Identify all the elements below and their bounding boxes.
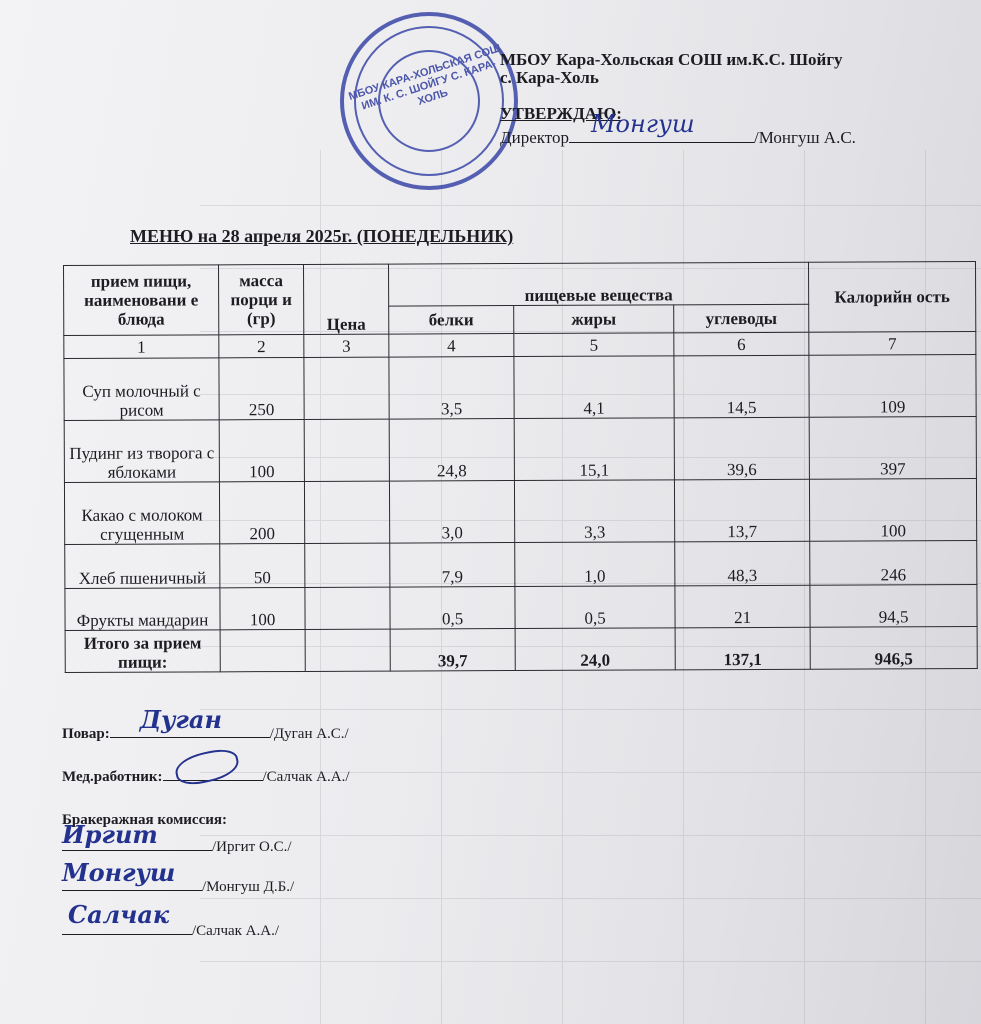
approval-heading: УТВЕРЖДАЮ: xyxy=(500,104,622,123)
dish-fat: 4,1 xyxy=(514,356,674,419)
table-row xyxy=(65,585,977,631)
header-calories: Калорийн ость xyxy=(809,262,976,333)
organization-location: с. Кара-Холь xyxy=(500,68,599,87)
dish-price xyxy=(304,481,389,543)
header-meal: прием пищи, наименовани е блюда xyxy=(64,265,219,336)
total-label: Итого за прием пищи: xyxy=(65,630,220,673)
total-calories: 946,5 xyxy=(810,627,977,670)
cook-line xyxy=(62,705,349,743)
medic-label: Мед.работник: xyxy=(62,769,163,785)
table-row xyxy=(65,541,977,589)
total-row xyxy=(65,627,977,673)
member2-name: /Монгуш Д.Б./ xyxy=(202,879,295,895)
cook-label: Повар: xyxy=(62,726,110,742)
dish-protein: 0,5 xyxy=(390,587,515,630)
dish-carbs: 13,7 xyxy=(674,479,809,542)
menu-title: МЕНЮ на 28 апреля 2025г. (ПОНЕДЕЛЬНИК) xyxy=(130,226,514,246)
table-row xyxy=(64,355,976,421)
dish-mass: 250 xyxy=(219,357,304,419)
index-cell: 7 xyxy=(809,332,976,356)
dish-fat: 0,5 xyxy=(515,586,675,629)
header-fat: жиры xyxy=(514,305,674,334)
member3-name: /Салчак А.А./ xyxy=(192,923,280,939)
total-empty xyxy=(305,629,390,671)
header-carbs: углеводы xyxy=(674,304,809,333)
dish-calories: 246 xyxy=(810,541,977,586)
dish-price xyxy=(304,357,389,419)
dish-protein: 7,9 xyxy=(390,543,515,588)
director-signature: Монгуш xyxy=(590,110,695,138)
dish-name: Хлеб пшеничный xyxy=(65,544,220,589)
dish-carbs: 48,3 xyxy=(675,541,810,586)
dish-protein: 3,5 xyxy=(389,357,514,420)
medic-signature-icon xyxy=(172,746,241,789)
index-cell: 2 xyxy=(219,334,304,357)
dish-carbs: 21 xyxy=(675,585,810,628)
member1-name: /Иргит О.С./ xyxy=(212,839,292,855)
dish-carbs: 39,6 xyxy=(674,417,809,480)
member2-signature: Монгуш xyxy=(62,858,176,887)
header-price: Цена xyxy=(303,264,388,334)
dish-fat: 15,1 xyxy=(514,418,674,481)
dish-fat: 3,3 xyxy=(514,480,674,543)
index-cell: 3 xyxy=(304,334,389,357)
commission-member-2 xyxy=(62,858,295,896)
total-empty xyxy=(220,629,305,671)
dish-price xyxy=(305,543,390,587)
official-seal xyxy=(340,12,518,190)
header-row xyxy=(64,262,976,308)
medic-name: /Салчак А.А./ xyxy=(262,769,350,785)
medic-line xyxy=(62,768,350,786)
index-cell: 6 xyxy=(674,332,809,356)
director-name: /Монгуш А.С. xyxy=(753,128,856,147)
index-cell: 1 xyxy=(64,335,219,359)
index-cell: 5 xyxy=(514,333,674,357)
cook-name: /Дуган А.С./ xyxy=(269,726,349,742)
seal-text: МБОУ КАРА-ХОЛЬСКАЯ СОШ ИМ. К. С. ШОЙГУ С. КАРА-ХОЛЬ xyxy=(347,42,503,113)
cook-signature: Дуган xyxy=(139,705,222,734)
dish-protein: 3,0 xyxy=(389,481,514,544)
member1-signature: Иргит xyxy=(62,820,158,849)
header-protein: белки xyxy=(389,306,514,335)
table-row xyxy=(64,417,976,483)
dish-mass: 200 xyxy=(219,481,304,543)
dish-mass: 50 xyxy=(220,543,305,587)
dish-price xyxy=(304,419,389,481)
member3-signature: Салчак xyxy=(68,900,170,929)
commission-heading: Бракеражная комиссия: xyxy=(62,812,227,828)
menu-table xyxy=(63,261,978,673)
total-protein: 39,7 xyxy=(390,629,515,672)
director-label: Директор xyxy=(500,128,569,147)
organization-name: МБОУ Кара-Хольская СОШ им.К.С. Шойгу xyxy=(500,50,843,69)
dish-calories: 94,5 xyxy=(810,585,977,628)
dish-carbs: 14,5 xyxy=(674,355,809,418)
dish-calories: 100 xyxy=(809,479,976,542)
dish-name: Пудинг из творога с яблоками xyxy=(64,420,219,483)
total-carbs: 137,1 xyxy=(675,627,810,670)
dish-mass: 100 xyxy=(219,419,304,481)
dish-calories: 397 xyxy=(809,417,976,480)
index-cell: 4 xyxy=(389,334,514,358)
dish-name: Фрукты мандарин xyxy=(65,588,220,631)
dish-calories: 109 xyxy=(809,355,976,418)
total-fat: 24,0 xyxy=(515,628,675,671)
dish-price xyxy=(305,587,390,629)
dish-fat: 1,0 xyxy=(515,542,675,587)
commission-member-3 xyxy=(62,900,280,940)
table-row xyxy=(64,479,976,545)
header-mass: масса порци и (гр) xyxy=(219,264,304,334)
dish-name: Какао с молоком сгущенным xyxy=(64,482,219,545)
dish-protein: 24,8 xyxy=(389,419,514,482)
dish-mass: 100 xyxy=(220,587,305,629)
dish-name: Суп молочный с рисом xyxy=(64,358,219,421)
director-signature-line xyxy=(569,110,754,143)
header-nutrients: пищевые вещества xyxy=(388,262,808,306)
